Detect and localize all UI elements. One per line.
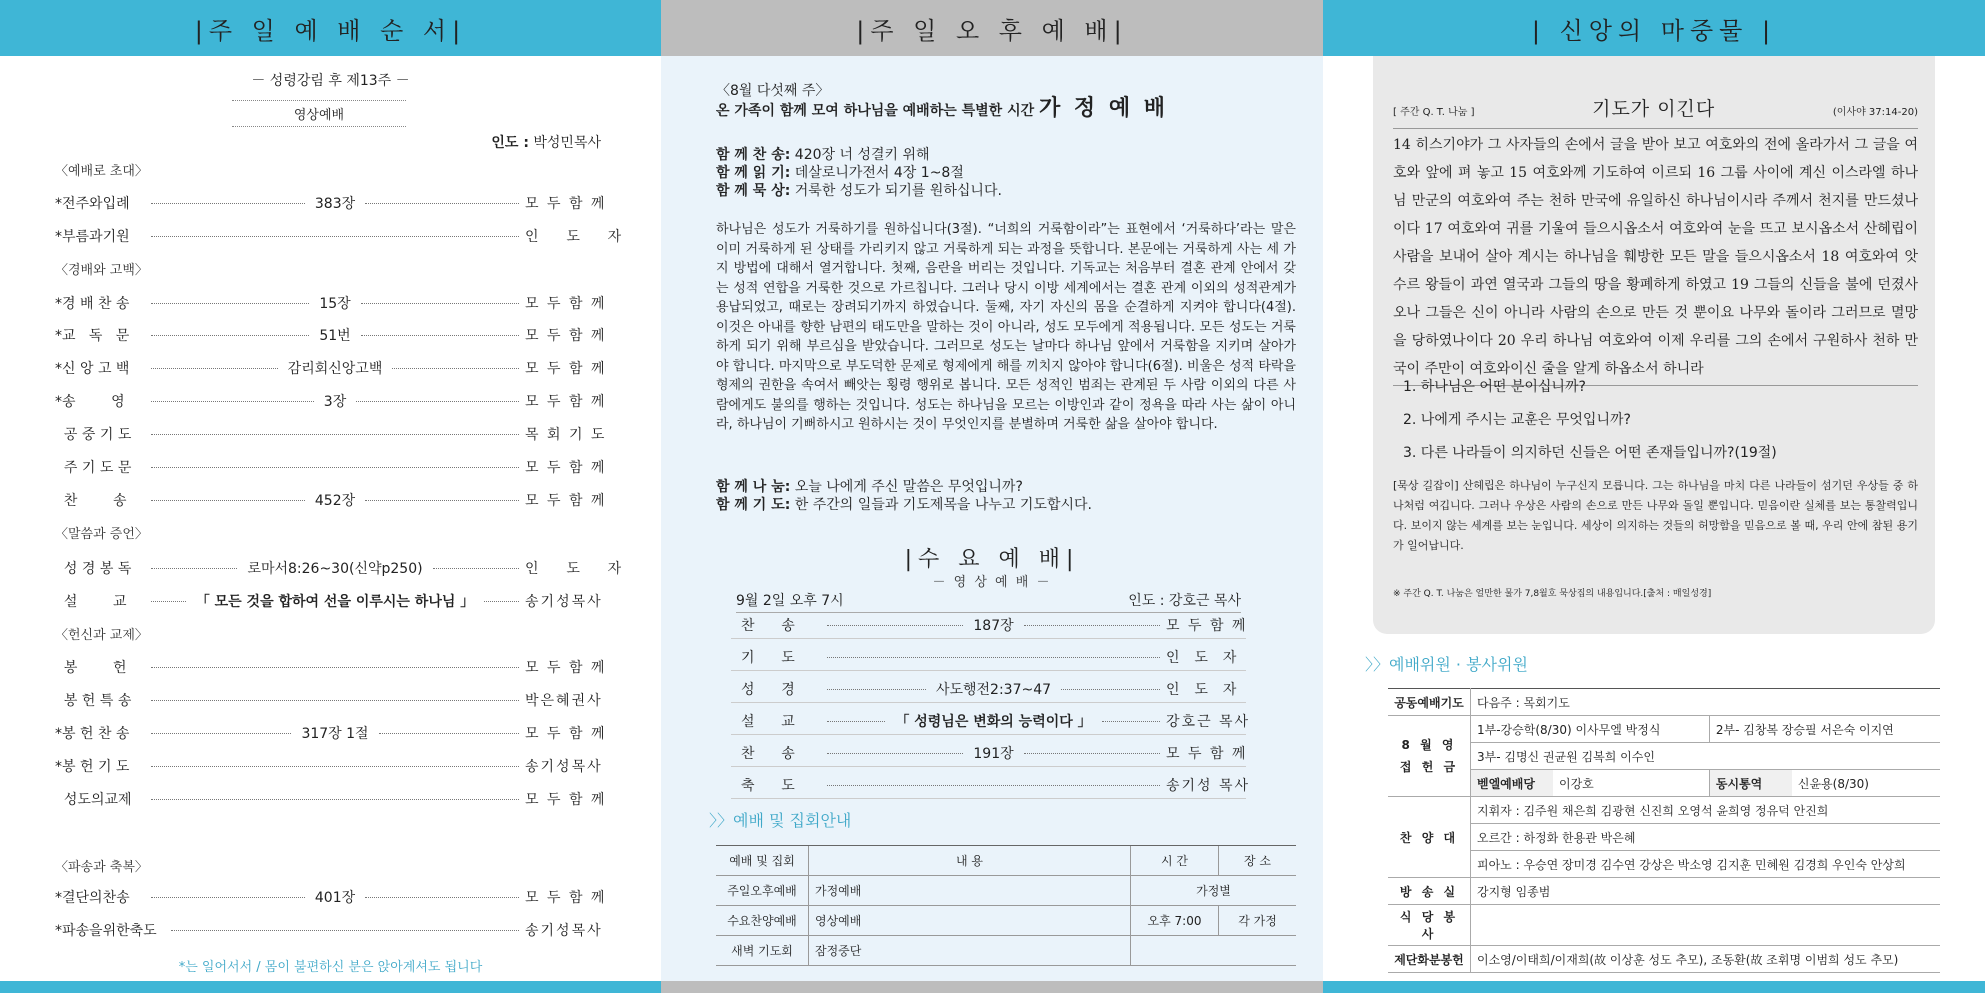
- staff-sublabel: 동시통역: [1709, 770, 1792, 797]
- order-name: 봉 헌 특 송: [55, 693, 132, 709]
- line-item: [716, 496, 1296, 514]
- staff-label: 찬 양 대: [1388, 797, 1471, 878]
- order-person: 인 도 자: [525, 229, 624, 245]
- order-name: 주 기 도 문: [55, 460, 132, 476]
- qt-box: [1373, 56, 1935, 634]
- wed-person: 모 두 함 께: [1166, 618, 1248, 634]
- table-cell: 가정예배: [809, 876, 1131, 906]
- order-name: *송 영: [55, 394, 125, 410]
- table-row: [1388, 946, 1940, 973]
- order-detail: 383장: [314, 196, 356, 212]
- wed-row: [731, 676, 1246, 703]
- staff-value: 이소영/이태희/이재희(故 이상훈 성도 추모), 조동환(故 조휘명 이범희 성도 추모): [1471, 946, 1941, 973]
- order-name: 설 교: [55, 594, 127, 610]
- order-name: *봉 헌 기 도: [55, 759, 130, 775]
- order-name: *전주와입례: [55, 196, 130, 212]
- wed-name: 축 도: [741, 778, 795, 794]
- order-person: 모 두 함 께: [525, 493, 607, 509]
- order-detail: 감리회신앙고백: [287, 361, 383, 377]
- line-text: 데살로니가전서 4장 1~8절: [794, 165, 964, 181]
- order-person: 모 두 함 께: [525, 296, 607, 312]
- line-item: [716, 478, 1296, 496]
- sunday-worship-header: |주 일 예 배 순 서|: [0, 0, 661, 56]
- week-subtitle: － 성령강림 후 제13주 －: [251, 73, 410, 89]
- footer-band: [1323, 981, 1985, 993]
- staff-label: 공동예배기도: [1388, 689, 1471, 716]
- wed-detail: 사도행전2:37~47: [935, 682, 1052, 698]
- order-person: 송기성목사: [525, 759, 603, 775]
- order-person: 모 두 함 께: [525, 792, 607, 808]
- qt-question: 3. 다른 나라들이 의지하던 신들은 어떤 존재들입니까?(19절): [1403, 445, 1777, 461]
- line-label: 함 께 묵 상:: [716, 183, 791, 199]
- qt-header: [1393, 94, 1918, 121]
- staff-value: 3부- 김명신 권균원 김복희 이수인: [1471, 743, 1941, 770]
- wed-person: 송기성 목사: [1166, 778, 1251, 794]
- order-row: [55, 357, 607, 379]
- wed-row: [731, 740, 1246, 767]
- family-worship-title: 가 정 예 배: [1039, 96, 1168, 121]
- table-header: 예배 및 집회: [716, 846, 809, 876]
- table-header: 장 소: [1219, 846, 1297, 876]
- order-name: *교 독 문: [55, 328, 130, 344]
- order-detail: 317장 1절: [301, 726, 369, 742]
- order-person: 송기성목사: [525, 594, 603, 610]
- table-cell: 수요찬양예배: [716, 906, 809, 936]
- order-person: 모 두 함 께: [525, 196, 607, 212]
- order-row: [55, 788, 607, 810]
- order-person: 박은혜권사: [525, 693, 603, 709]
- line-item: [716, 182, 1296, 200]
- order-detail: 401장: [314, 890, 356, 906]
- line-text: 한 주간의 일들과 기도제목을 나누고 기도합시다.: [794, 497, 1092, 513]
- order-row: [55, 456, 607, 478]
- line-text: 420장 너 성결키 위해: [794, 147, 930, 163]
- table-row: [1388, 716, 1940, 743]
- staff-value: [1471, 905, 1941, 946]
- order-person: 인 도 자: [525, 561, 624, 577]
- table-cell: 잠정중단: [809, 936, 1131, 966]
- order-name: 공 중 기 도: [55, 427, 132, 443]
- line-label: 함 께 나 눔:: [716, 479, 791, 495]
- qt-title: 기도가 이긴다: [1592, 98, 1716, 120]
- table-row: [1388, 689, 1940, 716]
- table-row: [716, 906, 1296, 936]
- table-cell: 가정별: [1131, 876, 1297, 906]
- staff-value: 이강호: [1553, 770, 1709, 797]
- staff-value: 다음주 : 목회기도: [1471, 689, 1941, 716]
- order-detail: 51번: [319, 328, 351, 344]
- faith-header: | 신앙의 마중물 |: [1323, 0, 1985, 56]
- order-row: [55, 489, 607, 511]
- wed-name: 설 교: [741, 714, 795, 730]
- staff-label: 식 당 봉 사: [1388, 905, 1471, 946]
- order-person: 모 두 함 께: [525, 726, 607, 742]
- order-name: *봉 헌 찬 송: [55, 726, 130, 742]
- order-row: [55, 324, 607, 346]
- afternoon-worship-column: [661, 0, 1323, 993]
- sunday-worship-column: [0, 0, 661, 993]
- staff-label: 8 월 영 접 헌 금: [1388, 716, 1471, 797]
- order-row: [55, 590, 603, 612]
- order-name: *신 앙 고 백: [55, 361, 130, 377]
- tagline: 온 가족이 함께 모여 하나님을 예배하는 특별한 시간: [716, 103, 1035, 119]
- order-row: [55, 722, 607, 744]
- leader-line: [491, 132, 601, 152]
- section-label: 〈경배와 고백〉: [55, 263, 148, 278]
- order-row: [55, 192, 607, 214]
- staff-value: 오르간 : 하정화 한용관 박은혜: [1471, 824, 1941, 851]
- week-label: 〈8월 다섯째 주〉: [716, 83, 830, 99]
- qt-tag: [ 주간 Q. T. 나눔 ]: [1393, 107, 1475, 118]
- line-item: [716, 164, 1296, 182]
- staff-value: 강지형 임종범: [1471, 878, 1941, 905]
- order-person: 목 회 기 도: [525, 427, 607, 443]
- staff-sublabel: 벧엘예배당: [1471, 770, 1554, 797]
- staff-label: 방 송 실: [1388, 878, 1471, 905]
- order-person: 모 두 함 께: [525, 890, 607, 906]
- footer-band: [661, 981, 1323, 993]
- order-person: 모 두 함 께: [525, 361, 607, 377]
- order-name: 봉 헌: [55, 660, 127, 676]
- table-row: [1388, 797, 1940, 824]
- wed-row: [731, 644, 1246, 671]
- family-worship-lines: [716, 146, 1296, 200]
- line-label: 함 께 찬 송:: [716, 147, 791, 163]
- wednesday-date: 9월 2일 오후 7시: [736, 593, 844, 609]
- staff-value: 지휘자 : 김주원 채은희 김광현 신진희 오영석 윤희영 정유덕 안진희: [1471, 797, 1941, 824]
- wed-name: 성 경: [741, 682, 795, 698]
- order-row: [55, 225, 624, 247]
- order-name: 성도의교제: [55, 792, 132, 808]
- worship-info-table: [716, 845, 1296, 966]
- wednesday-info: [736, 590, 1241, 613]
- table-row: [1388, 905, 1940, 946]
- wed-person: 강호근 목사: [1166, 714, 1251, 730]
- section-label: 〈말씀과 증언〉: [55, 527, 148, 542]
- table-row: [716, 936, 1296, 966]
- meditation-paragraph: 하나님은 성도가 거룩하기를 원하십니다(3절). “너희의 거룩함이라”는 표현에서 ‘거룩하다’라는 말은 이미 거룩하게 된 상태를 가리키지 않고 거룩하게 되는 과정을 뜻합니다. 본문에는 거룩하게 사는 세 가지 방법에 대해서 열거합니다. 첫째, 음란을 버리는 것입니다. 기독교는 처음부터 결혼 관계 안에서 갖는 성적 연합을 거룩한 것으로 가르칩니다. 그러나 당시 이방 세계에서는 결혼 관계 이외의 성적관계가 용납되었고, 때로는 장려되기까지 하였습니다. 둘째, 자기 자신의 몸을 순결하게 지켜야 합니다(4절). 이것은 아내를 향한 남편의 태도만을 말하는 것이 아니라, 성도 모두에게 적용됩니다. 모든 성도는 거룩하게 되기 위해 부르심을 받았습니다. 그러므로 성도는 날마다 하나님 앞에서 거룩함을 지키며 살아가야 합니다. 마지막으로 부도덕한 문제로 형제에게 해를 끼치지 않아야 합니다(6절). 비울은 성적 타락을 형제의 권한을 속여서 빼앗는 횡령 행위로 봅니다. 모든 성적인 범죄는 관계된 두 사람 이외의 다른 사람에게도 불의를 행하는 것입니다. 성도는 하나님을 모르는 이방인과 같이 정욕을 따라 사는 삶이 아니라, 하나님이 기뻐하시고 원하시는 것이 무엇인지를 분별하며 거룩한 삶을 살아야 합니다.: [716, 222, 1296, 432]
- order-detail: 로마서8:26~30(신약p250): [247, 561, 423, 577]
- table-row: [716, 876, 1296, 906]
- table-header: 시 간: [1131, 846, 1219, 876]
- order-row: [55, 557, 624, 579]
- order-person: 송기성목사: [525, 923, 603, 939]
- wed-name: 찬 송: [741, 746, 795, 762]
- qt-source: ※ 주간 Q. T. 나눔은 얼만한 물가 7,8월호 묵상집의 내용입니다.[출처 : 매일성경]: [1393, 589, 1712, 599]
- wednesday-subtitle: － 영 상 예 배 －: [932, 575, 1052, 590]
- order-detail: 3장: [323, 394, 347, 410]
- order-name: 찬 송: [55, 493, 127, 509]
- wed-sermon-title: 「 성령님은 변화의 능력이다 」: [895, 714, 1092, 730]
- footer-band: [0, 981, 661, 993]
- order-detail: 452장: [314, 493, 356, 509]
- sermon-title: 「 모든 것을 합하여 선을 이루시는 하나님 」: [195, 594, 475, 610]
- staff-table: [1388, 688, 1940, 973]
- wed-row: [731, 772, 1251, 799]
- order-row: [55, 755, 603, 777]
- wed-detail: 191장: [973, 746, 1014, 762]
- table-cell: 주일오후예배: [716, 876, 809, 906]
- staff-label: 제단화분봉헌: [1388, 946, 1471, 973]
- video-worship-label: 영상예배: [232, 100, 406, 127]
- wed-person: 인 도 자: [1166, 650, 1239, 666]
- table-cell: 각 가정: [1219, 906, 1297, 936]
- leader-name: 박성민목사: [533, 135, 601, 151]
- line-text: 오늘 나에게 주신 말씀은 무엇입니까?: [794, 479, 1023, 495]
- table-cell: 새벽 기도회: [716, 936, 809, 966]
- order-detail: 15장: [319, 296, 351, 312]
- staff-section-title: 〉〉예배위원 · 봉사위원: [1365, 655, 1528, 674]
- leader-label: 인도 :: [491, 135, 529, 151]
- order-row: [55, 656, 607, 678]
- wed-row: [731, 612, 1246, 639]
- order-person: 모 두 함 께: [525, 394, 607, 410]
- staff-value: 피아노 : 우승연 장미경 김수연 강상은 박소영 김지훈 민혜원 김경희 우인숙 안상희: [1471, 851, 1941, 878]
- order-name: *결단의찬송: [55, 890, 130, 906]
- table-cell: 영상예배: [809, 906, 1131, 936]
- order-person: 모 두 함 께: [525, 660, 607, 676]
- wed-row: [731, 708, 1251, 735]
- order-row: [55, 423, 607, 445]
- order-row: [55, 292, 607, 314]
- table-cell: [1131, 936, 1297, 966]
- info-section-title: 〉〉예배 및 집회안내: [709, 811, 852, 830]
- qt-question: 1. 하나님은 어떤 분이십니까?: [1403, 379, 1586, 395]
- order-name: *부름과기원: [55, 229, 130, 245]
- wed-name: 기 도: [741, 650, 795, 666]
- section-label: 〈헌신과 교제〉: [55, 628, 148, 643]
- table-row: [1388, 743, 1940, 770]
- table-row: [1388, 878, 1940, 905]
- staff-value: 1부-강승학(8/30) 이사무엘 박정식: [1471, 716, 1710, 743]
- section-label: 〈파송과 축복〉: [55, 860, 148, 875]
- meditation-guide: [묵상 길잡이] 산헤립은 하나님이 누구신지 모릅니다. 그는 하나님을 마치 다른 나라들이 섬기던 우상들 중 하나처럼 여깁니다. 그러나 우상은 사람의 손으로 만든 나무와 돌일 뿐입니다. 믿음이란 실체를 보는 통찰력입니다. 보이지 않는 세계를 보는 눈입니다. 세상이 의지하는 것들의 허망함을 믿음으로 볼 때, 우리 안에 참된 용기가 일어납니다.: [1393, 479, 1918, 552]
- qt-scripture: 14 히스기야가 그 사자들의 손에서 글을 받아 보고 여호와의 전에 올라가서 그 글을 여호와 앞에 펴 놓고 15 여호와께 기도하여 이르되 16 그룹 사이에 계신 이스라엘 하나님 만군의 여호와여 주는 천하 만국에 유일하신 하나님이시라 주께서 천지를 만드셨나이다 17 여호와여 귀를 기울여 들으시옵소서 여호와여 눈을 뜨고 보시옵소서 산헤립이 사람을 보내어 살아 계시는 하나님을 훼방한 모든 말을 들으시옵소서 18 여호와여 앗수르 왕들이 과연 열국과 그들의 땅을 황폐하게 하였고 19 그들의 신들을 불에 던졌사오나 그들은 신이 아니라 사람의 손으로 만든 것 뿐이요 나무와 돌이라 그러므로 멸망을 당하였나이다 20 우리 하나님 여호와여 이제 우리를 그의 손에서 구원하사 천하 만국이 주만이 여호와이신 줄을 알게 하옵소서 하니라: [1393, 128, 1918, 386]
- order-row: [55, 919, 603, 941]
- wed-person: 인 도 자: [1166, 682, 1239, 698]
- order-name: *파송을위한축도: [55, 923, 157, 939]
- line-label: 함 께 읽 기:: [716, 165, 791, 181]
- table-cell: 오후 7:00: [1131, 906, 1219, 936]
- order-person: 모 두 함 께: [525, 460, 607, 476]
- line-label: 함 께 기 도:: [716, 497, 791, 513]
- order-row: [55, 689, 603, 711]
- wed-detail: 187장: [973, 618, 1014, 634]
- wednesday-worship-title: |수 요 예 배|: [904, 547, 1080, 572]
- sharing-lines: [716, 478, 1296, 514]
- table-row: [1388, 824, 1940, 851]
- order-row: [55, 886, 607, 908]
- qt-question: 2. 나에게 주시는 교훈은 무엇입니까?: [1403, 412, 1631, 428]
- wed-person: 모 두 함 께: [1166, 746, 1248, 762]
- faith-column: [1323, 0, 1985, 993]
- order-name: 성 경 봉 독: [55, 561, 132, 577]
- wed-name: 찬 송: [741, 618, 795, 634]
- standing-note: *는 일어서서 / 몸이 불편하신 분은 앉아계셔도 됩니다: [178, 960, 483, 975]
- table-row: [1388, 851, 1940, 878]
- wednesday-leader: 인도 : 강호근 목사: [1128, 593, 1241, 609]
- staff-value: 2부- 김창복 장승필 서은숙 이지연: [1709, 716, 1940, 743]
- line-item: [716, 146, 1296, 164]
- order-row: [55, 390, 607, 412]
- section-label: 〈예배로 초대〉: [55, 164, 148, 179]
- afternoon-worship-header: |주 일 오 후 예 배|: [661, 0, 1323, 56]
- line-text: 거룩한 성도가 되기를 원하십니다.: [794, 183, 1002, 199]
- staff-value: 신윤용(8/30): [1792, 770, 1940, 797]
- order-name: *경 배 찬 송: [55, 296, 130, 312]
- table-header: 내 용: [809, 846, 1131, 876]
- week-block: [716, 82, 1296, 120]
- qt-reference: (이사야 37:14-20): [1832, 107, 1918, 118]
- table-row: [1388, 770, 1940, 797]
- order-person: 모 두 함 께: [525, 328, 607, 344]
